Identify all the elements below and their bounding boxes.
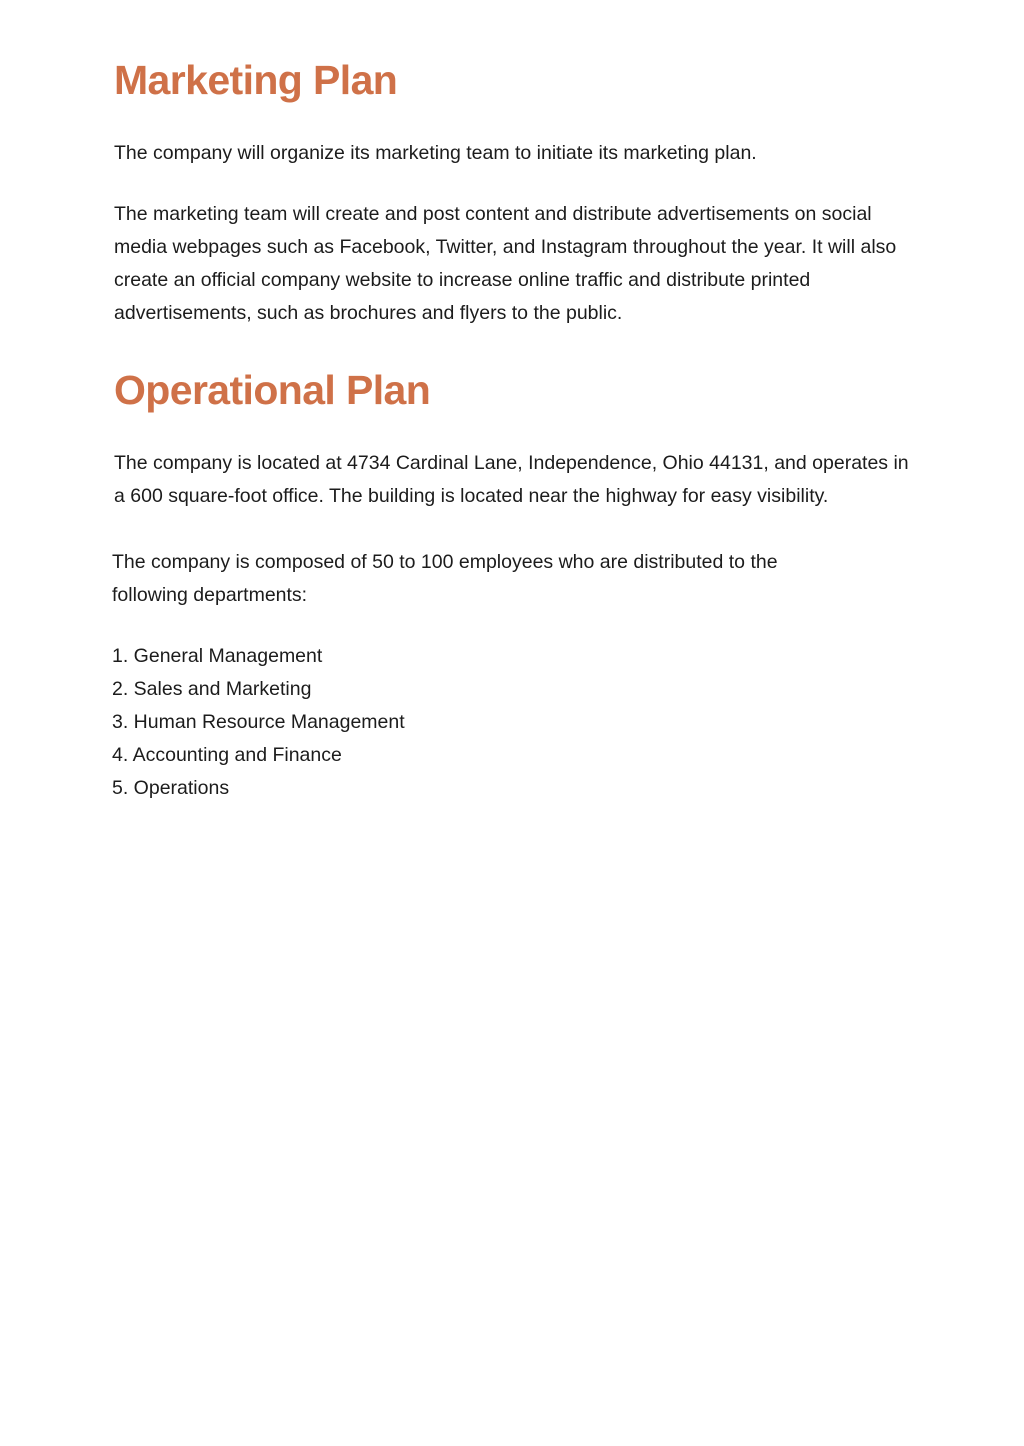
departments-list [112,640,712,805]
list-item: 4. Accounting and Finance [112,744,342,766]
marketing-plan-heading: Marketing Plan [114,57,398,103]
marketing-paragraph-1: The company will organize its marketing team to initiate its marketing plan. [114,142,757,164]
marketing-paragraph-2: The marketing team will create and post content and distribute advertisements on social media webpages such as Facebook, Twitter, and Instagram throughout the year. It will also create an official company website to increase online traffic and distribute printed advertisements, such as brochures and flyers to the public. [114,203,897,324]
operational-paragraph-2: The company is composed of 50 to 100 employees who are distributed to the following departments: [112,551,778,606]
operational-paragraph-1: The company is located at 4734 Cardinal Lane, Independence, Ohio 44131, and operates in a 600 square-foot office. The building is located near the highway for easy visibility. [114,452,909,507]
list-item: 1. General Management [112,645,323,667]
list-item: 3. Human Resource Management [112,711,405,733]
list-item: 5. Operations [112,777,230,799]
list-item: 2. Sales and Marketing [112,678,312,700]
operational-plan-heading: Operational Plan [114,367,431,413]
